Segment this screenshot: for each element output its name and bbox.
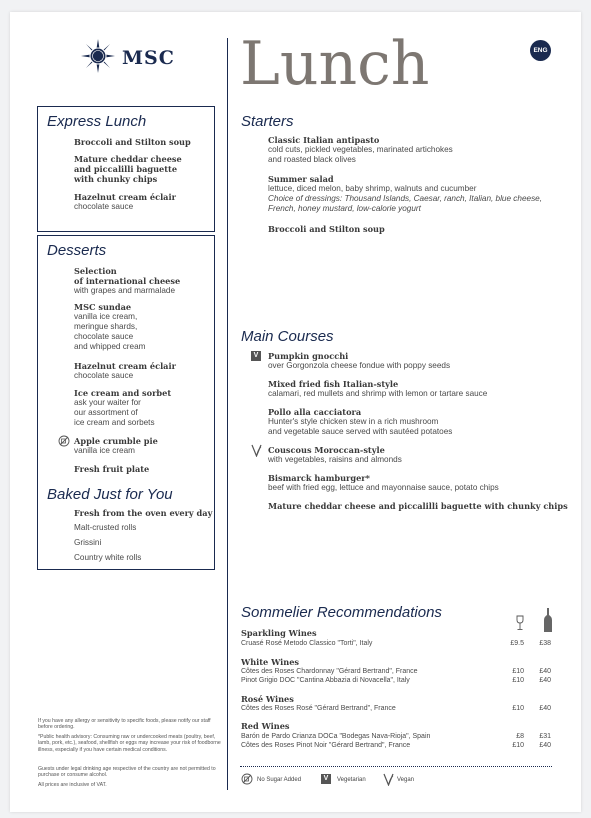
main-courses-title: Main Courses <box>241 328 334 345</box>
desserts-box <box>37 235 215 570</box>
item-description: chocolate sauce <box>74 371 134 380</box>
glass-price: £10 <box>512 705 524 712</box>
bottle-price: £31 <box>539 733 551 740</box>
wine-bottle-icon <box>543 608 553 632</box>
menu-item: Grissini <box>74 538 102 547</box>
legend-no-sugar: No Sugar Added <box>257 777 302 783</box>
item-name: of international cheese <box>74 276 181 286</box>
item-description: chocolate sauce <box>74 202 134 211</box>
wine-name: Pinot Grigio DOC "Cantina Abbazia di Novacella", Italy <box>241 677 410 684</box>
vegetarian-icon: V <box>321 774 331 784</box>
item-description: ice cream and sorbets <box>74 418 155 427</box>
menu-item <box>268 135 588 165</box>
glass-price: £10 <box>512 742 524 749</box>
wine-group-heading: Red Wines <box>241 721 290 731</box>
item-name: and piccalilli baguette <box>74 164 178 174</box>
glass-price: £9.5 <box>510 640 524 647</box>
bottle-price: £40 <box>539 668 551 675</box>
item-name: Summer salad <box>268 174 334 184</box>
bottle-price: £40 <box>539 705 551 712</box>
item-name: Pumpkin gnocchi <box>268 351 349 361</box>
column-divider <box>227 38 228 790</box>
vegetarian-icon: V <box>251 351 261 361</box>
glass-price: £10 <box>512 677 524 684</box>
express-lunch-title: Express Lunch <box>47 113 147 130</box>
item-description: ask your waiter for <box>74 398 141 407</box>
item-name: Couscous Moroccan-style <box>268 445 385 455</box>
dotted-divider <box>240 766 552 767</box>
glass-price: £8 <box>516 733 524 740</box>
item-description: lettuce, diced melon, baby shrimp, walnuts and cucumber <box>268 184 477 193</box>
legend-vegetarian: Vegetarian <box>337 777 366 783</box>
menu-item <box>268 224 588 234</box>
item-name: Hazelnut cream éclair <box>74 361 176 371</box>
wine-group-heading: Sparkling Wines <box>241 628 317 638</box>
menu-item <box>268 473 588 493</box>
allergy-note: If you have any allergy or sensitivity to specific foods, please notify our staff before ordering. <box>38 718 211 731</box>
baked-title: Baked Just for You <box>47 486 173 503</box>
menu-item <box>74 388 224 428</box>
item-description: with grapes and marmalade <box>74 286 176 295</box>
item-name: Fresh fruit plate <box>74 464 150 474</box>
wine-group-heading: Rosé Wines <box>241 694 294 704</box>
item-name: Pollo alla cacciatora <box>268 407 362 417</box>
bottle-price: £38 <box>539 640 551 647</box>
no-sugar-added-icon <box>241 773 253 785</box>
menu-item <box>268 351 588 371</box>
page-title: Lunch <box>240 29 430 99</box>
menu-item <box>74 192 224 212</box>
item-description: with vegetables, raisins and almonds <box>268 455 402 464</box>
wine-name: Côtes des Roses Chardonnay "Gérard Bertrand", France <box>241 668 418 675</box>
menu-item <box>74 361 224 381</box>
item-name: Classic Italian antipasto <box>268 135 380 145</box>
item-name: Bismarck hamburger* <box>268 473 370 483</box>
item-description: meringue shards, <box>74 322 138 331</box>
menu-item: Country white rolls <box>74 553 142 562</box>
item-description: our assortment of <box>74 408 138 417</box>
dressing-note: French, honey mustard, low-calorie yogurt <box>268 204 421 213</box>
item-name: Mature cheddar cheese and piccalilli baguette with chunky chips <box>268 501 568 511</box>
wine-name: Côtes des Roses Rosé "Gérard Bertrand", France <box>241 705 396 712</box>
glass-price: £10 <box>512 668 524 675</box>
menu-item <box>268 407 588 437</box>
msc-logo <box>80 38 190 78</box>
item-description: vanilla ice cream <box>74 446 135 455</box>
menu-item <box>74 266 224 296</box>
wine-glass-icon <box>515 615 525 631</box>
item-description: cold cuts, pickled vegetables, marinated artichokes <box>268 145 453 154</box>
brand-name: MSC <box>122 47 175 69</box>
wine-name: Côtes des Roses Pinot Noir "Gérard Bertrand", France <box>241 742 411 749</box>
menu-item <box>268 174 588 214</box>
item-description: and roasted black olives <box>268 155 356 164</box>
menu-page <box>10 12 581 812</box>
express-lunch-box <box>37 106 215 232</box>
vegan-icon <box>251 444 262 457</box>
menu-item <box>268 501 588 511</box>
item-description: beef with fried egg, lettuce and mayonnaise sauce, potato chips <box>268 483 499 492</box>
starters-title: Starters <box>241 113 294 130</box>
menu-item <box>268 445 588 465</box>
item-description: Hunter's style chicken stew in a rich mushroom <box>268 417 439 426</box>
item-name: Hazelnut cream éclair <box>74 192 176 202</box>
item-description: vanilla ice cream, <box>74 312 138 321</box>
item-name: Ice cream and sorbet <box>74 388 172 398</box>
health-advisory: *Public health advisory: Consuming raw or undercooked meats (poultry, beef, lamb, pork, etc.), seafood, shellfish or eggs may increase your risk of foodborne illness, especially if you have certain medical conditions. <box>38 734 221 753</box>
menu-item <box>74 436 224 456</box>
item-name: with chunky chips <box>74 174 158 184</box>
wine-group-heading: White Wines <box>241 657 300 667</box>
item-description: over Gorgonzola cheese fondue with poppy seeds <box>268 361 451 370</box>
item-description: calamari, red mullets and shrimp with lemon or tartare sauce <box>268 389 488 398</box>
menu-item: Malt-crusted rolls <box>74 523 137 532</box>
item-name: Apple crumble pie <box>74 436 158 446</box>
menu-item <box>74 137 224 147</box>
item-name: MSC sundae <box>74 302 132 312</box>
item-name: Mixed fried fish Italian-style <box>268 379 399 389</box>
wine-name: Barón de Pardo Crianza DOCa "Bodegas Nava-Rioja", Spain <box>241 733 431 740</box>
item-name: Broccoli and Stilton soup <box>268 224 385 234</box>
item-name: Mature cheddar cheese <box>74 154 182 164</box>
item-name: Fresh from the oven every day <box>74 508 213 518</box>
bottle-price: £40 <box>539 677 551 684</box>
item-description: and whipped cream <box>74 342 146 351</box>
menu-item <box>74 154 224 184</box>
dressing-note: Choice of dressings: Thousand Islands, Caesar, ranch, Italian, blue cheese, <box>268 194 542 203</box>
sommelier-title: Sommelier Recommendations <box>241 604 442 621</box>
item-description: chocolate sauce <box>74 332 134 341</box>
menu-item <box>74 508 224 518</box>
vat-note: All prices are inclusive of VAT. <box>38 782 107 788</box>
bottle-price: £40 <box>539 742 551 749</box>
compass-rose-icon <box>80 38 116 74</box>
menu-item <box>268 379 588 399</box>
drinking-age-note: Guests under legal drinking age respective of the country are not permitted to purchase or consume alcohol. <box>38 766 216 779</box>
language-badge[interactable]: ENG <box>530 40 551 61</box>
item-description: and vegetable sauce served with sautéed potatoes <box>268 427 453 436</box>
desserts-title: Desserts <box>47 242 107 259</box>
no-sugar-added-icon <box>58 435 70 447</box>
item-name: Broccoli and Stilton soup <box>74 137 191 147</box>
legend-vegan: Vegan <box>397 777 415 783</box>
item-name: Selection <box>74 266 117 276</box>
menu-item <box>74 464 224 474</box>
vegan-icon <box>383 773 394 786</box>
wine-name: Cruasé Rosé Metodo Classico "Torti", Italy <box>241 640 373 647</box>
menu-item <box>74 302 224 352</box>
